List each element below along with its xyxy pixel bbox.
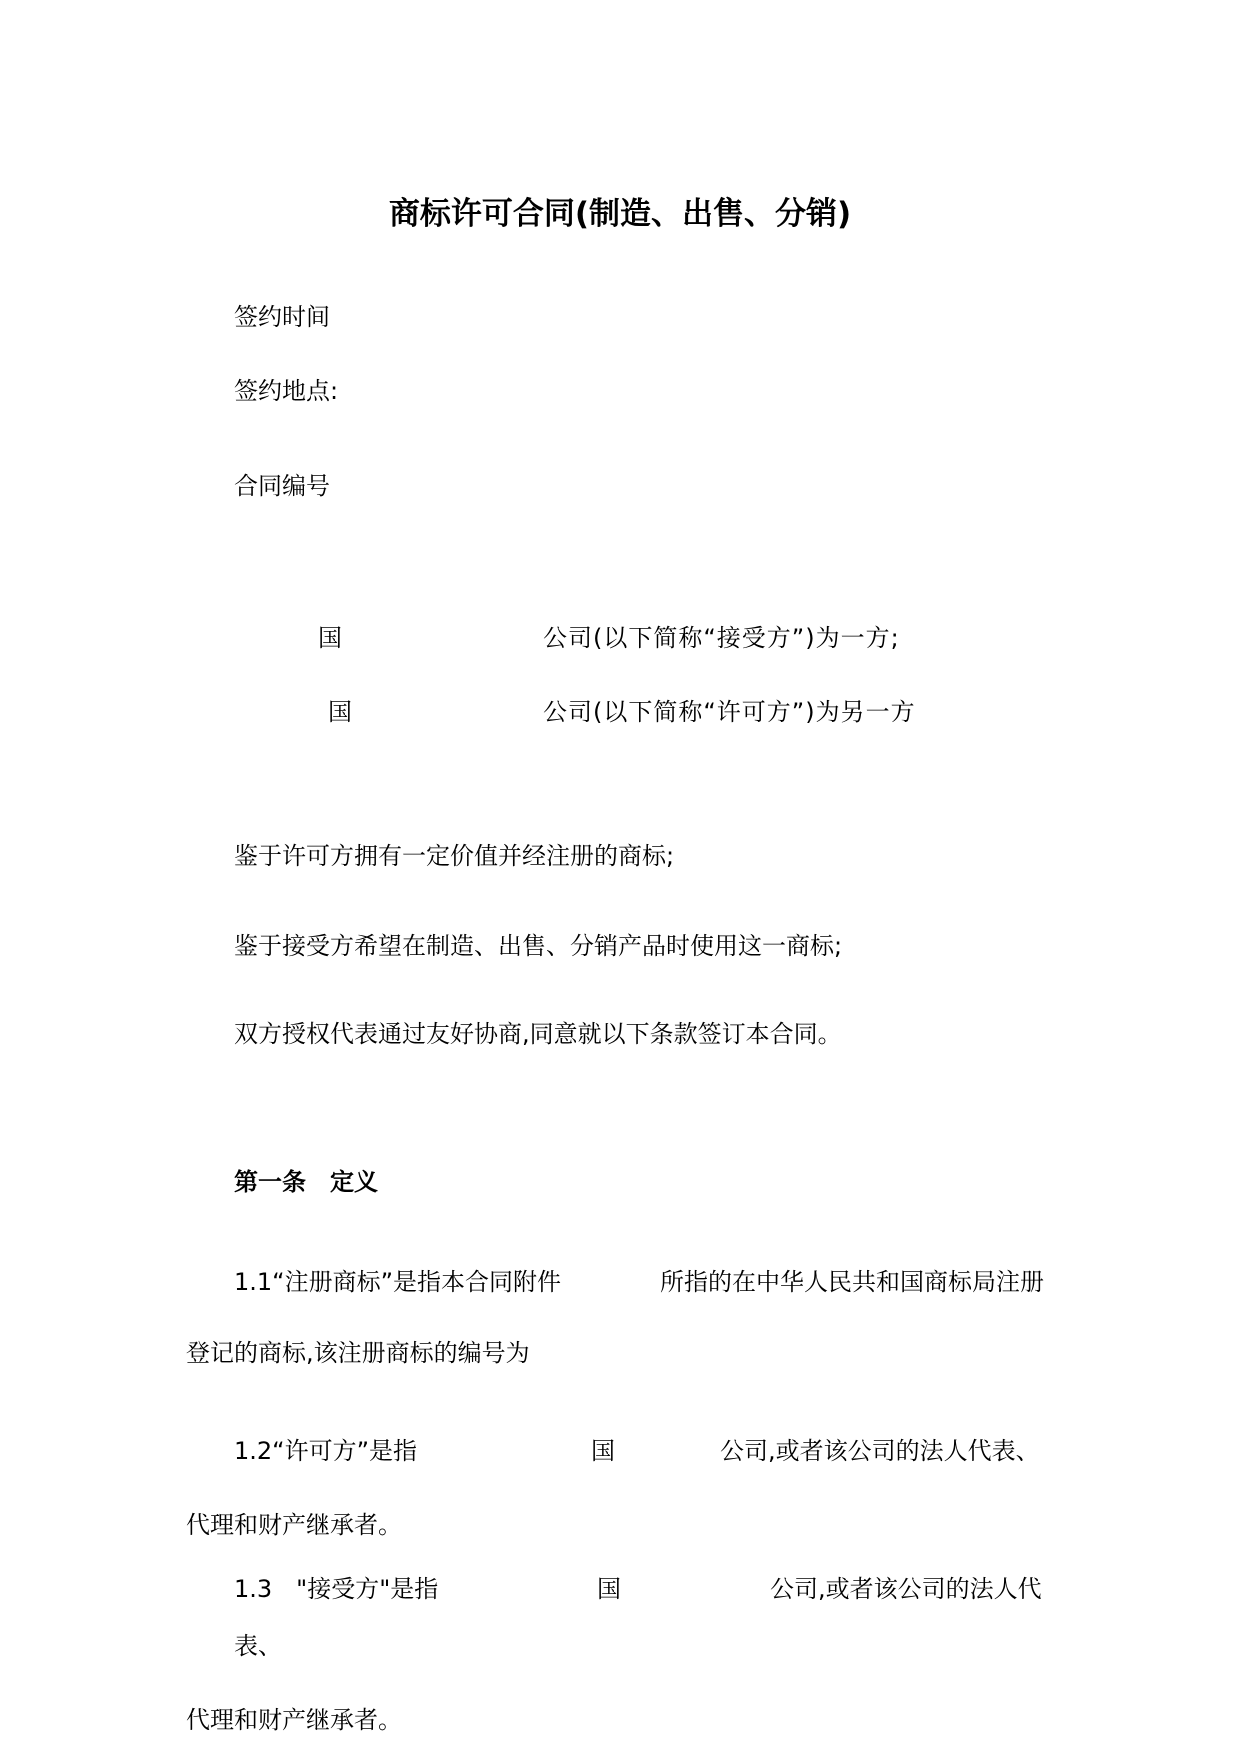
clause-1-3-part1: 1.3 "接受方"是指 [234, 1575, 439, 1603]
clause-1-3-country: 国 [597, 1575, 621, 1603]
clause-1-1-part1: 1.1“注册商标”是指本合同附件 [234, 1268, 562, 1296]
recital-1: 鉴于许可方拥有一定价值并经注册的商标; [234, 842, 675, 870]
clause-1-3-line2: 表、 [234, 1632, 282, 1660]
licensee-country: 国 [318, 624, 342, 652]
clause-1-2-country: 国 [591, 1437, 615, 1465]
contract-number-label: 合同编号 [234, 472, 330, 500]
clause-1-3-line3: 代理和财产继承者。 [186, 1706, 402, 1734]
signing-place-label: 签约地点: [234, 377, 339, 405]
licensor-country: 国 [328, 698, 352, 726]
signing-time-label: 签约时间 [234, 303, 330, 331]
licensee-party-text: 公司(以下简称“接受方”)为一方; [543, 624, 900, 652]
clause-1-1-line2: 登记的商标,该注册商标的编号为 [186, 1339, 530, 1367]
clause-1-2-part2: 公司,或者该公司的法人代表、 [720, 1437, 1040, 1465]
document-title: 商标许可合同(制造、出售、分销) [388, 196, 852, 232]
article-1-heading: 第一条 定义 [234, 1168, 378, 1196]
clause-1-3-part2: 公司,或者该公司的法人代 [770, 1575, 1042, 1603]
clause-1-1-part2: 所指的在中华人民共和国商标局注册 [660, 1268, 1044, 1296]
licensor-party-text: 公司(以下简称“许可方”)为另一方 [543, 698, 916, 726]
recital-3: 双方授权代表通过友好协商,同意就以下条款签订本合同。 [234, 1020, 842, 1048]
clause-1-2-line2: 代理和财产继承者。 [186, 1511, 402, 1539]
recital-2: 鉴于接受方希望在制造、出售、分销产品时使用这一商标; [234, 932, 843, 960]
clause-1-2-part1: 1.2“许可方”是指 [234, 1437, 418, 1465]
